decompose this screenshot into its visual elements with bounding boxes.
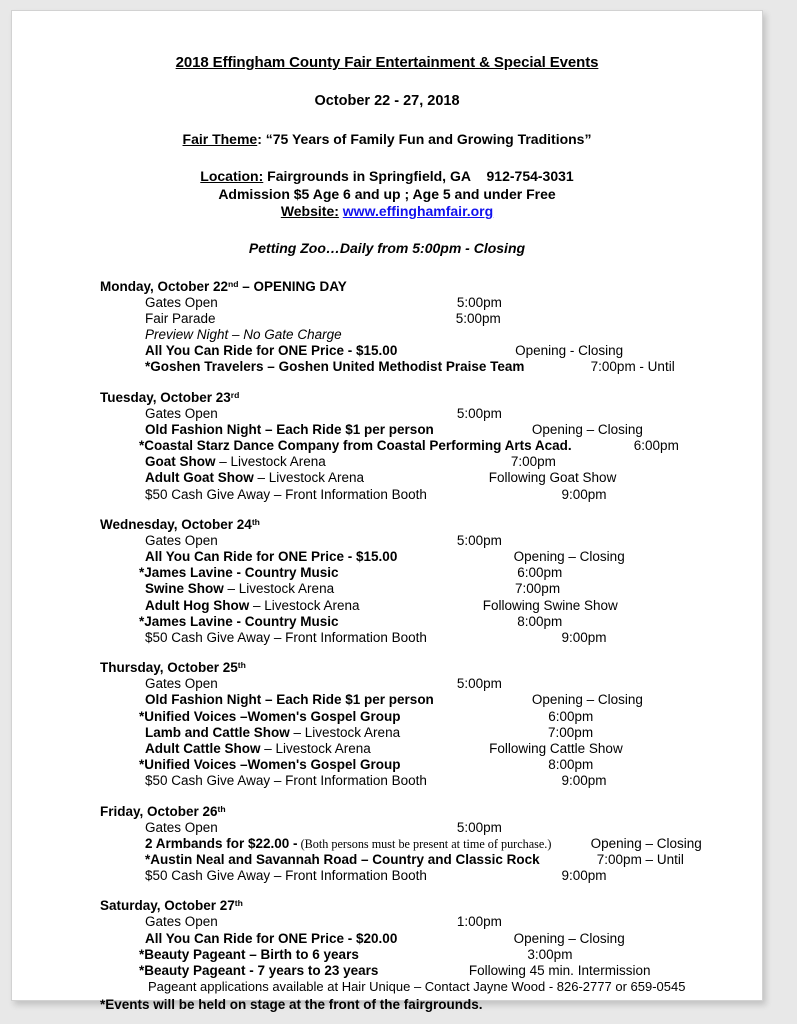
event-venue: – Livestock Arena [249,597,360,613]
event-label [145,406,222,422]
event-title: Old Fashion Night – Each Ride $1 per person [145,692,434,708]
event-label [139,565,343,581]
day-ordinal: th [234,898,243,909]
document-body [12,11,762,1012]
event-title: $50 Cash Give Away – Front Information Booth [145,629,427,645]
event-time: Opening – Closing [531,692,643,708]
day-heading [100,804,737,820]
day-name: Tuesday, October 23 [100,389,231,405]
schedule-row [139,437,737,454]
day-block [100,804,737,885]
day-block [100,279,737,376]
schedule-row [145,295,737,311]
event-time: 5:00pm [456,405,502,421]
fair-theme-line [12,131,762,148]
event-time: 7:00pm [510,454,556,470]
event-time: 8:00pm [517,613,563,629]
phone-spacer [471,168,487,184]
event-title: $50 Cash Give Away – Front Information Booth [145,773,427,789]
event-title: Old Fashion Night – Each Ride $1 per person [145,421,434,437]
event-label [139,438,576,454]
event-label [145,773,431,789]
website-label: Website: [280,203,339,219]
schedule-row [145,692,737,708]
event-venue: – Livestock Arena [289,724,401,740]
day-name: Friday, October 26 [100,803,218,819]
schedule-row [145,852,737,868]
day-ordinal: th [251,516,260,527]
website-line [12,203,762,221]
petting-zoo-line: Petting Zoo…Daily from 5:00pm - Closing [248,239,526,256]
pageant-note: Pageant applications available at Hair Unique – Contact Jayne Wood - 826-2777 or 659-0545 [148,979,686,995]
day-rows [139,405,737,503]
schedule-row [139,963,737,979]
day-ordinal: rd [230,389,240,400]
event-title: *Beauty Pageant - 7 years to 23 years [139,963,379,978]
event-label [145,630,431,646]
event-time: 5:00pm [456,294,502,310]
event-title: Goat Show [145,454,216,470]
fair-theme-value: : “75 Years of Family Fun and Growing Traditions” [257,131,592,147]
event-label [145,549,401,565]
event-label [145,470,368,486]
admission-line: Admission $5 Age 6 and up ; Age 5 and under Free [218,185,556,202]
event-label [145,741,375,757]
event-title: *Unified Voices –Women's Gospel Group [139,757,401,773]
event-title: Fair Parade [145,310,216,326]
event-label [145,359,528,375]
event-label [145,725,404,741]
event-title: All You Can Ride for ONE Price - $15.00 [145,548,398,564]
schedule-row [145,311,737,327]
event-time: 6:00pm [548,708,594,724]
event-label [145,836,555,852]
event-time: 9:00pm [561,773,607,789]
schedule-row [139,946,737,963]
website-link[interactable]: www.effinghamfair.org [342,203,494,219]
event-title: Adult Goat Show [145,470,254,486]
event-label [139,947,363,963]
event-label [145,295,222,311]
day-heading [100,898,737,914]
event-title: Lamb and Cattle Show [145,724,290,740]
event-title: $50 Cash Give Away – Front Information Booth [145,868,427,884]
event-time: 7:00pm [548,724,594,740]
event-label [145,533,222,549]
event-time: 9:00pm [561,629,607,645]
document-page [11,10,763,1012]
schedule-row [139,708,737,725]
schedule-row [145,533,737,549]
event-title: Gates Open [145,532,218,548]
schedule-row [145,487,737,503]
event-time: Opening – Closing [513,930,625,946]
day-heading [100,279,737,295]
event-time: 5:00pm [456,532,502,548]
event-venue: – Livestock Arena [223,581,335,597]
schedule-list [12,279,762,1014]
event-time: 3:00pm [527,946,573,962]
phone-number: 912-754-3031 [486,168,574,184]
day-rows [139,914,737,979]
event-time: 1:00pm [456,914,502,930]
schedule-row [145,454,737,470]
event-title: *Coastal Starz Dance Company from Coastal Performing Arts Acad. [139,437,572,453]
event-time: 5:00pm [456,676,502,692]
day-block [100,517,737,646]
day-separator [100,884,737,898]
event-time: Following Goat Show [488,470,617,486]
location-label: Location: [200,168,264,184]
event-title: Swine Show [145,581,224,597]
event-title: Gates Open [145,819,218,835]
day-separator [100,503,737,517]
schedule-row [145,359,737,375]
event-label [145,581,338,597]
event-title: All You Can Ride for ONE Price - $20.00 [145,930,398,946]
schedule-row [139,613,737,630]
event-title: *Austin Neal and Savannah Road – Country and Classic Rock [145,851,540,867]
event-venue: – Livestock Arena [260,740,371,756]
day-rows [139,532,737,646]
event-title: 2 Armbands for $22.00 - [145,835,298,851]
day-name: Saturday, October 27 [100,898,235,914]
event-title: *Unified Voices –Women's Gospel Group [139,708,401,724]
day-heading [100,517,737,533]
event-time: 7:00pm – Until [596,851,684,867]
fair-theme-label: Fair Theme [182,131,258,147]
page-title: 2018 Effingham County Fair Entertainment & Special Events [175,54,599,71]
schedule-row [145,820,737,836]
event-title: Preview Night – No Gate Charge [145,326,342,342]
event-time: Following Cattle Show [489,740,623,756]
day-rows [145,820,737,885]
event-label [145,852,544,868]
day-name: Thursday, October 25 [100,660,238,676]
event-time: 7:00pm - Until [590,359,675,375]
day-suffix: – OPENING DAY [238,278,347,294]
event-label [145,931,401,947]
day-heading [100,660,737,676]
event-time: Following 45 min. Intermission [468,963,651,978]
schedule-row [145,931,737,947]
event-time: 9:00pm [561,486,607,502]
event-time: 5:00pm [455,310,501,326]
day-separator [100,790,737,804]
fair-dates: October 22 - 27, 2018 [314,93,460,109]
day-block [100,660,737,789]
event-label [145,598,364,614]
footer-note: *Events will be held on stage at the front of the fairgrounds. [100,996,483,1012]
schedule-row [145,725,737,741]
day-ordinal: nd [228,278,239,289]
event-label [139,709,405,725]
schedule-row [145,868,737,884]
event-time: Following Swine Show [482,597,618,613]
event-title: $50 Cash Give Away – Front Information Booth [145,486,427,502]
event-title: Adult Hog Show [145,597,250,613]
document-header [12,11,762,257]
day-block [100,390,737,503]
event-title: Gates Open [145,294,218,310]
day-block [100,898,737,979]
event-time: Opening – Closing [513,548,625,564]
day-separator [100,646,737,660]
event-title: *Goshen Travelers – Goshen United Methodist Praise Team [145,359,525,375]
schedule-row [145,470,737,486]
day-separator [100,376,737,390]
schedule-row [145,773,737,789]
event-label [145,868,431,884]
event-title: *James Lavine - Country Music [139,613,339,629]
schedule-row [145,676,737,692]
day-heading [100,390,737,406]
event-time: 6:00pm [633,437,679,453]
event-title: Adult Cattle Show [145,740,261,756]
day-name: Monday, October 22 [100,278,229,294]
day-rows [139,676,737,789]
event-time: 7:00pm [515,581,561,597]
event-time: 9:00pm [561,868,607,884]
schedule-row [145,630,737,646]
event-title: *James Lavine - Country Music [139,565,339,581]
event-label [145,311,220,327]
event-label [139,614,343,630]
schedule-row [145,422,737,438]
schedule-row [145,549,737,565]
schedule-row [145,327,737,343]
event-label [145,454,330,470]
event-time: Opening - Closing [515,343,624,359]
event-label [145,327,346,343]
event-fineprint: (Both persons must be present at time of purchase.) [297,836,552,851]
event-title: Gates Open [145,676,218,692]
schedule-row [139,757,737,773]
schedule-row [145,343,737,359]
event-label [145,343,401,359]
day-ordinal: th [217,803,226,814]
event-label [145,914,222,930]
location-line [12,168,762,186]
event-label [145,692,438,708]
schedule-row [145,406,737,422]
event-title: *Beauty Pageant – Birth to 6 years [139,946,359,962]
event-title: All You Can Ride for ONE Price - $15.00 [145,343,398,359]
schedule-row [145,914,737,930]
event-time: Opening – Closing [531,421,643,437]
location-value: Fairgrounds in Springfield, GA [263,168,471,184]
event-label [145,422,438,438]
event-time: 6:00pm [517,565,563,581]
schedule-row [145,598,737,614]
location-block [12,168,762,221]
event-title: Gates Open [145,405,218,421]
event-time: 5:00pm [456,819,502,835]
event-label [139,757,405,773]
schedule-row [145,741,737,757]
schedule-row [139,565,737,581]
schedule-row [145,581,737,597]
event-label [145,820,222,836]
event-label [145,676,222,692]
event-time: 8:00pm [548,757,594,773]
event-venue: – Livestock Arena [253,470,365,486]
event-time: Opening – Closing [590,835,702,851]
event-venue: – Livestock Arena [215,454,326,470]
event-label [139,963,382,979]
event-title: Gates Open [145,914,218,930]
day-name: Wednesday, October 24 [100,516,252,532]
day-ordinal: th [237,660,246,671]
event-label [145,487,431,503]
schedule-row [145,836,737,852]
day-rows [145,295,737,376]
